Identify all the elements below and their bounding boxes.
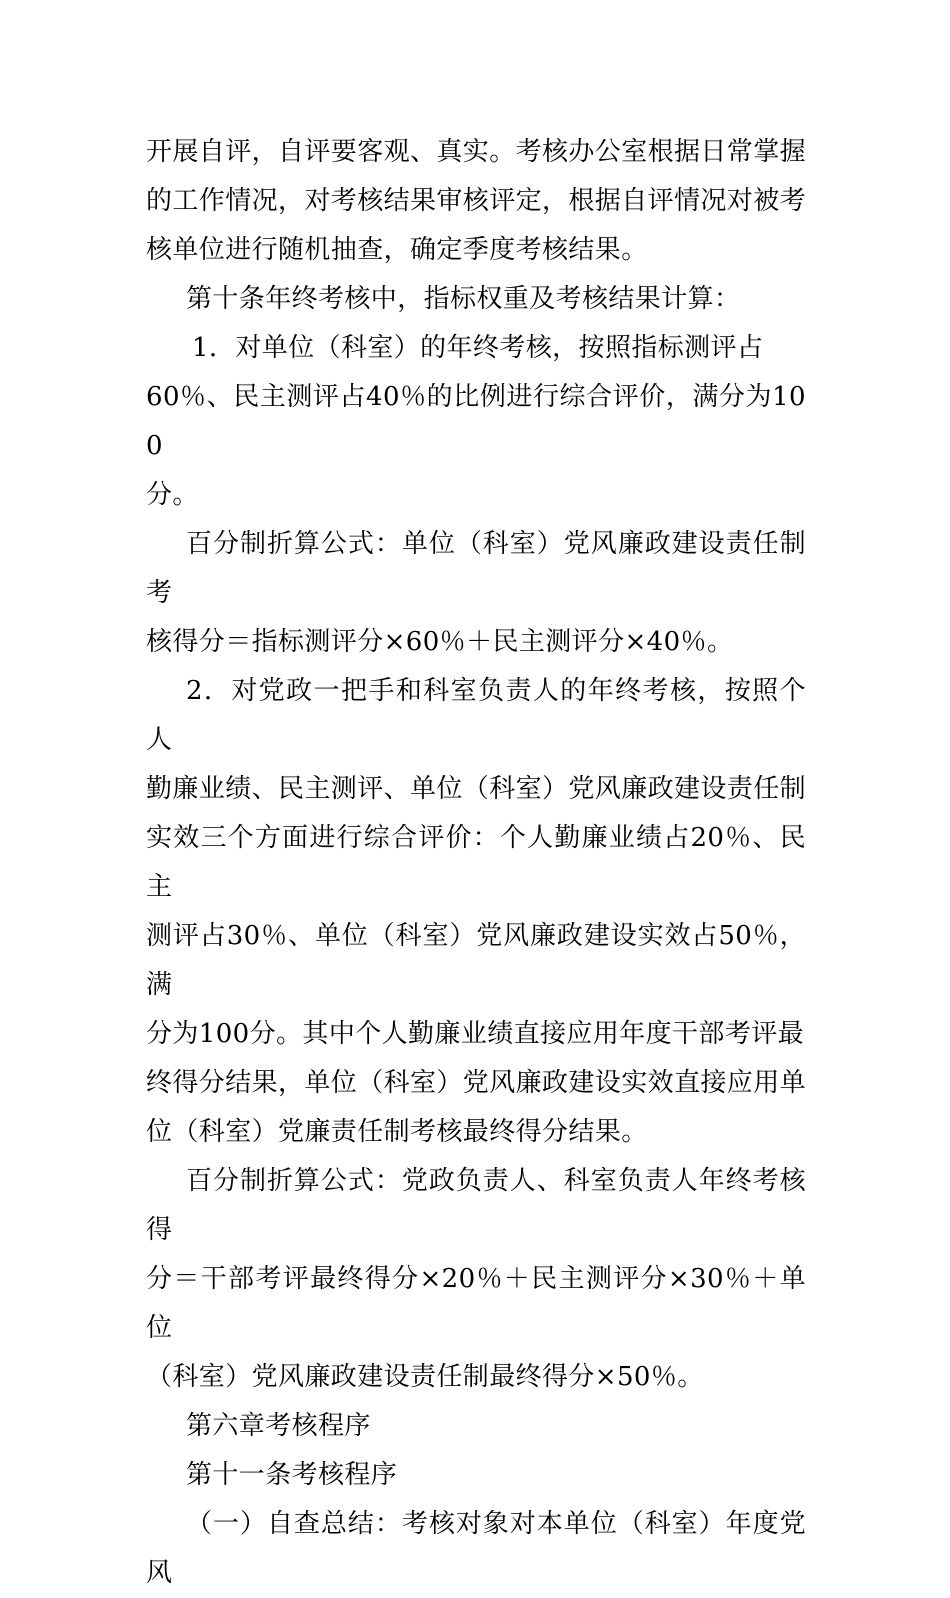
text-line: 1．对单位（科室）的年终考核，按照指标测评占 [192, 333, 764, 363]
document-body [146, 128, 806, 1598]
text-line: 测评占30％、单位（科室）党风廉政建设实效占50％，满 [146, 921, 806, 1000]
text-line: 勤廉业绩、民主测评、单位（科室）党风廉政建设责任制 [146, 774, 807, 804]
text-line: 2．对党政一把手和科室负责人的年终考核，按照个人 [146, 676, 806, 755]
text-line: 终得分结果，单位（科室）党风廉政建设实效直接应用单 [146, 1068, 807, 1098]
text-line: 分。 [146, 480, 199, 510]
text-line: 第十一条考核程序 [186, 1460, 398, 1490]
paragraph-self-evaluation [146, 128, 806, 275]
text-line: 百分制折算公式：单位（科室）党风廉政建设责任制考 [146, 529, 806, 608]
text-line: 分＝干部考评最终得分×20％＋民主测评分×30％＋单位 [146, 1264, 806, 1343]
text-line: 开展自评，自评要客观、真实。考核办公室根据日常掌握 [146, 137, 807, 167]
text-line: 60％、民主测评占40％的比例进行综合评价，满分为100 [146, 382, 806, 461]
text-line: （科室）党风廉政建设责任制最终得分×50％。 [146, 1362, 704, 1392]
article-11-heading [146, 1451, 806, 1500]
paragraph-item-1 [146, 324, 806, 520]
text-line: （一）自查总结：考核对象对本单位（科室）年度党风 [146, 1509, 806, 1588]
paragraph-item-2 [146, 667, 806, 1157]
text-line: 核单位进行随机抽查，确定季度考核结果。 [146, 235, 648, 265]
chapter-6-heading [146, 1402, 806, 1451]
text-line: 分为100分。其中个人勤廉业绩直接应用年度干部考评最 [146, 1019, 805, 1049]
article-10-heading [146, 275, 806, 324]
text-line: 第十条年终考核中，指标权重及考核结果计算： [186, 284, 741, 314]
paragraph-formula-1 [146, 520, 806, 667]
paragraph-self-check [146, 1500, 806, 1598]
text-line: 核得分＝指标测评分×60％＋民主测评分×40％。 [146, 627, 734, 657]
text-line: 位（科室）党廉责任制考核最终得分结果。 [146, 1117, 648, 1147]
text-line: 的工作情况，对考核结果审核评定，根据自评情况对被考 [146, 186, 807, 216]
paragraph-formula-2 [146, 1157, 806, 1402]
text-line: 实效三个方面进行综合评价：个人勤廉业绩占20％、民主 [146, 823, 806, 902]
text-line: 第六章考核程序 [186, 1411, 371, 1441]
text-line: 百分制折算公式：党政负责人、科室负责人年终考核得 [146, 1166, 806, 1245]
